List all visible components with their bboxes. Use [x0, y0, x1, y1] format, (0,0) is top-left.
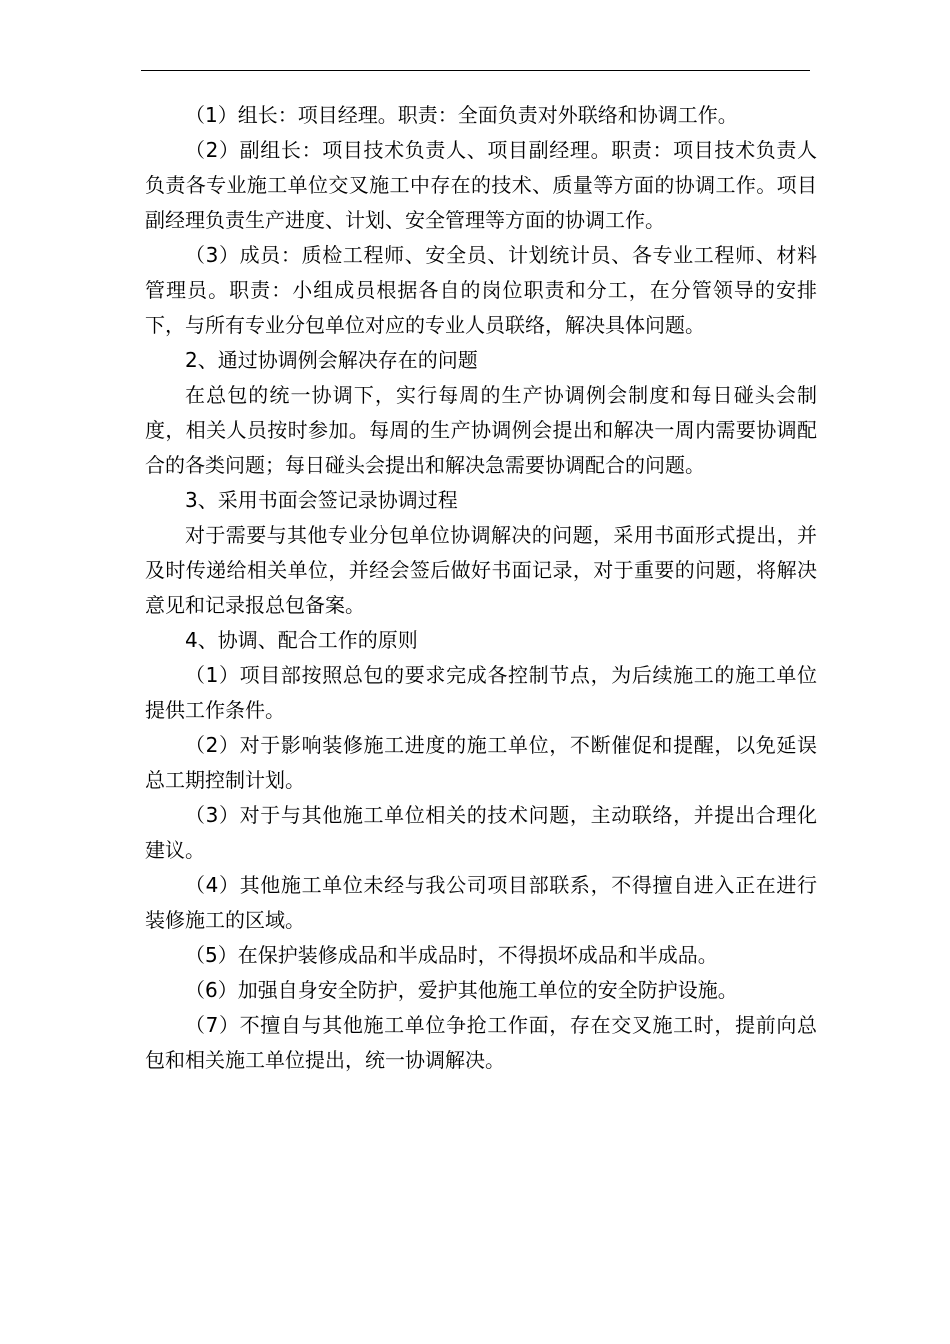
paragraph-coordination-meetings: 在总包的统一协调下，实行每周的生产协调例会制度和每日碰头会制度，相关人员按时参加。每周的生产协调例会提出和解决一周内需要协调配合的各类问题；每日碰头会提出和解决急需要协调配合的问题。 — [145, 383, 817, 477]
principle-item-1: （1）项目部按照总包的要求完成各控制节点，为后续施工的施工单位提供工作条件。 — [145, 663, 817, 722]
paragraph-members: （3）成员：质检工程师、安全员、计划统计员、各专业工程师、材料管理员。职责：小组成员根据各自的岗位职责和分工，在分管领导的安排下，与所有专业分包单位对应的专业人员联络，解决具体问题。 — [145, 243, 817, 337]
heading-principles: 4、协调、配合工作的原则 — [185, 628, 418, 652]
principle-item-5: （5）在保护装修成品和半成品时，不得损坏成品和半成品。 — [185, 943, 718, 967]
heading-coordination-meetings: 2、通过协调例会解决存在的问题 — [185, 348, 478, 372]
header-rule — [141, 70, 810, 71]
heading-written-signoff: 3、采用书面会签记录协调过程 — [185, 488, 458, 512]
paragraph-written-signoff: 对于需要与其他专业分包单位协调解决的问题，采用书面形式提出，并及时传递给相关单位，并经会签后做好书面记录，对于重要的问题，将解决意见和记录报总包备案。 — [145, 523, 817, 617]
principle-item-4: （4）其他施工单位未经与我公司项目部联系，不得擅自进入正在进行装修施工的区域。 — [145, 873, 817, 932]
paragraph-deputy-leader: （2）副组长：项目技术负责人、项目副经理。职责：项目技术负责人负责各专业施工单位交叉施工中存在的技术、质量等方面的协调工作。项目副经理负责生产进度、计划、安全管理等方面的协调工作。 — [145, 138, 817, 232]
principle-item-2: （2）对于影响装修施工进度的施工单位，不断催促和提醒，以免延误总工期控制计划。 — [145, 733, 817, 792]
principle-item-6: （6）加强自身安全防护，爱护其他施工单位的安全防护设施。 — [185, 978, 738, 1002]
principle-item-3: （3）对于与其他施工单位相关的技术问题，主动联络，并提出合理化建议。 — [145, 803, 817, 862]
document-body — [145, 98, 817, 1078]
paragraph-leader: （1）组长：项目经理。职责：全面负责对外联络和协调工作。 — [185, 103, 738, 127]
principle-item-7: （7）不擅自与其他施工单位争抢工作面，存在交叉施工时，提前向总包和相关施工单位提出，统一协调解决。 — [145, 1013, 817, 1072]
